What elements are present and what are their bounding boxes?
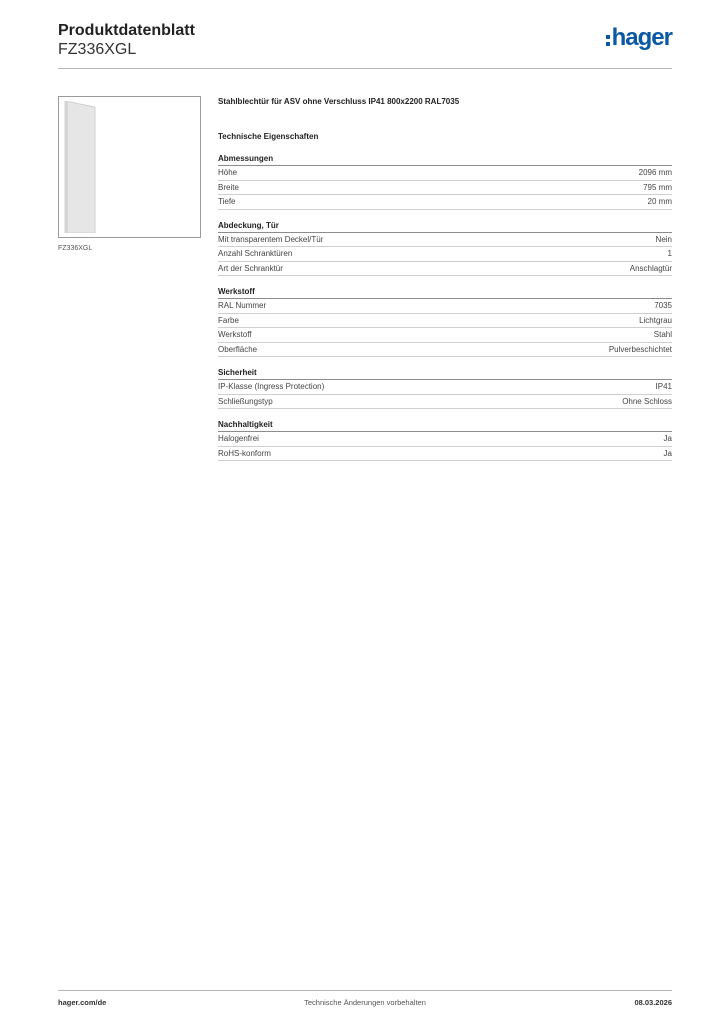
table-row: [218, 166, 672, 181]
footer-website-link[interactable]: hager.com/de: [58, 998, 107, 1007]
section-title: Sicherheit: [218, 367, 672, 380]
product-code: FZ336XGL: [58, 41, 137, 58]
door-panel-icon: [63, 101, 99, 233]
table-row: [218, 195, 672, 210]
row-label: Breite: [218, 182, 239, 192]
logo-colon-icon: [606, 35, 610, 46]
row-label: Mit transparentem Deckel/Tür: [218, 234, 324, 244]
row-value: 1: [667, 249, 672, 258]
row-value: Ohne Schloss: [622, 396, 672, 406]
tech-properties-title: Technische Eigenschaften: [218, 132, 319, 141]
product-details: [218, 96, 672, 461]
section-werkstoff: [218, 286, 672, 357]
table-row: [218, 247, 672, 262]
section-title: Abmessungen: [218, 153, 672, 166]
row-value: Stahl: [653, 330, 672, 339]
table-row: [218, 314, 672, 329]
section-abmessungen: [218, 153, 672, 210]
row-value: 20 mm: [647, 197, 672, 206]
section-nachhaltigkeit: [218, 419, 672, 461]
row-value: IP41: [655, 382, 672, 391]
page-footer: [58, 998, 672, 1010]
row-label: RAL Nummer: [218, 301, 267, 310]
product-name: Stahlblechtür für ASV ohne Verschluss IP41 800x2200 RAL7035: [218, 97, 460, 106]
row-label: IP-Klasse (Ingress Protection): [218, 382, 325, 391]
table-row: [218, 380, 672, 395]
row-label: Schließungstyp: [218, 396, 273, 406]
row-value: Lichtgrau: [639, 315, 672, 325]
logo-text: hager: [611, 24, 672, 51]
row-label: Tiefe: [218, 197, 236, 206]
row-value: Pulverbeschichtet: [608, 344, 672, 354]
section-title: Abdeckung, Tür: [218, 220, 672, 233]
row-value: 7035: [654, 301, 672, 310]
row-value: 795 mm: [643, 182, 672, 192]
table-row: [218, 299, 672, 314]
row-label: Farbe: [218, 315, 239, 325]
section-title: Werkstoff: [218, 286, 672, 299]
row-label: Halogenfrei: [218, 434, 259, 443]
table-row: [218, 447, 672, 462]
page-title: Produktdatenblatt: [58, 22, 195, 39]
row-value: Anschlagtür: [629, 263, 672, 273]
footer-divider: [58, 990, 672, 991]
row-label: Höhe: [218, 168, 238, 177]
row-value: Ja: [663, 434, 672, 443]
row-value: Ja: [663, 448, 672, 458]
section-abdeckung: [218, 220, 672, 277]
hager-logo: [606, 26, 672, 50]
table-row: [218, 233, 672, 248]
row-label: RoHS-konform: [218, 448, 271, 458]
page-header: [58, 22, 195, 59]
table-row: [218, 328, 672, 343]
row-label: Anzahl Schranktüren: [218, 249, 293, 258]
section-sicherheit: [218, 367, 672, 409]
table-row: [218, 432, 672, 447]
table-row: [218, 262, 672, 277]
row-value: 2096 mm: [638, 168, 672, 177]
section-title: Nachhaltigkeit: [218, 419, 672, 432]
table-row: [218, 395, 672, 410]
table-row: [218, 343, 672, 358]
table-row: [218, 181, 672, 196]
header-divider: [58, 68, 672, 69]
footer-date: 08.03.2026: [634, 998, 672, 1007]
footer-notice: Technische Änderungen vorbehalten: [304, 998, 426, 1007]
row-label: Werkstoff: [218, 330, 252, 339]
row-value: Nein: [655, 234, 672, 244]
image-caption: FZ336XGL: [58, 245, 93, 252]
row-label: Art der Schranktür: [218, 263, 283, 273]
product-image: [58, 96, 201, 238]
row-label: Oberfläche: [218, 344, 258, 354]
